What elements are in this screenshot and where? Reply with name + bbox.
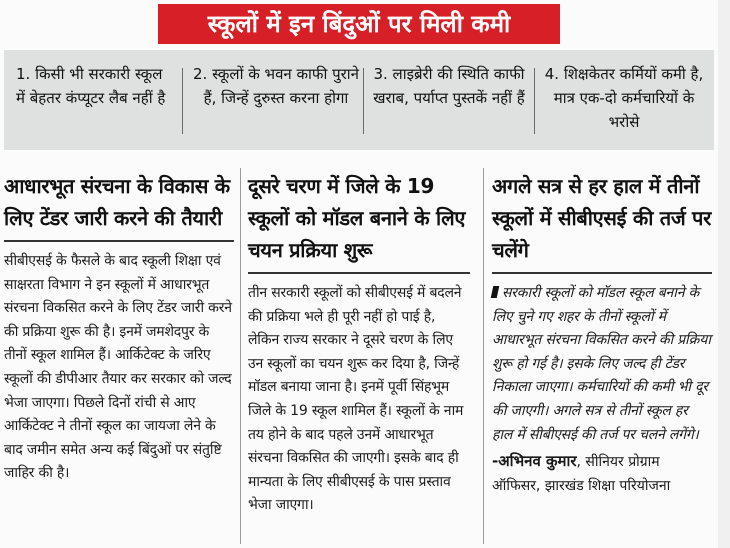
column-divider [483, 168, 484, 544]
quote-block [492, 282, 712, 447]
article-column-1 [4, 170, 234, 486]
issue-divider [534, 68, 535, 134]
issue-divider [182, 68, 183, 134]
quote-bullet-icon [491, 286, 500, 298]
quote-text: सरकारी स्कूलों को मॉडल स्कूल बनाने के लिए चुने गए शहर के तीनों स्कूलों में आधारभूत संरचना विकसित करने की प्रक्रिया शुरू हो गई है। इसके लिए जल्द ही टेंडर निकाला जाएगा। कर्मचारियों की कमी भी दूर की जाएगी। अगले सत्र से तीनों स्कूल हर हाल में सीबीएसई की तर्ज पर चलने लगेंगे। [492, 285, 711, 443]
issues-band [4, 50, 714, 150]
issue-divider [363, 68, 364, 134]
headline-rule [4, 240, 234, 242]
issue-3: 3. लाइब्रेरी की स्थिति काफी खराब, पर्याप्त पुस्तकें नहीं हैं [373, 65, 525, 107]
page-edge [718, 0, 730, 548]
article-2-body: तीन सरकारी स्कूलों को सीबीएसई में बदलने की प्रक्रिया भले ही पूरी नहीं हो पाई है, लेकिन राज्य सरकार ने दूसरे चरण के लिए उन स्कूलों का चयन शुरू कर दिया है, जिन्हें मॉडल बनाया जाना है। इनमें पूर्वी सिंहभूम जिले के 19 स्कूल शामिल हैं। स्कूलों के नाम तय होने के बाद पहले उनमें आधारभूत संरचना विकसित की जाएगी। इसके बाद ही मान्यता के लिए सीबीएसई के पास प्रस्ताव भेजा जाएगा। [248, 285, 464, 514]
quote-attribution [492, 449, 712, 498]
article-1-headline: आधारभूत संरचना के विकास के लिए टेंडर जारी करने की तैयारी [4, 174, 230, 230]
article-column-3 [492, 170, 712, 498]
article-3-headline: अगले सत्र से हर हाल में तीनों स्कूलों में सीबीएसई की तर्ज पर चलेंगे [492, 174, 711, 262]
issue-4: 4. शिक्षकेतर कर्मियों कमी है, मात्र एक-दो कर्मचारियों के भरोसे [544, 65, 704, 131]
issue-1: 1. किसी भी सरकारी स्कूल में बेहतर कंप्यूटर लैब नहीं है [16, 65, 166, 107]
column-divider [240, 168, 241, 544]
issue-2: 2. स्कूलों के भवन काफी पुराने हैं, जिन्हें दुरुस्त करना होगा [192, 65, 359, 107]
author-designation: , सीनियर प्रोग्राम ऑफिसर, झारखंड शिक्षा परियोजना [492, 454, 671, 495]
article-column-2 [248, 170, 470, 518]
author-name: -अभिनव कुमार [492, 452, 577, 471]
section-banner: स्कूलों में इन बिंदुओं पर मिली कमी [158, 4, 560, 44]
headline-rule [248, 272, 470, 274]
headline-rule [492, 272, 712, 274]
article-1-body: सीबीएसई के फैसले के बाद स्कूली शिक्षा एवं साक्षरता विभाग ने इन स्कूलों में आधारभूत संरचना विकसित करने के लिए टेंडर जारी करने की प्रक्रिया शुरू की है। इनमें जमशेदपुर के तीनों स्कूल शामिल हैं। आर्किटेक्ट के जरिए स्कूलों की डीपीआर तैयार कर सरकार को जल्द भेजा जाएगा। पिछले दिनों रांची से आए आर्किटेक्ट ने तीनों स्कूल का जायजा लेने के बाद जमीन समेत अन्य कई बिंदुओं पर संतुष्टि जाहिर की है। [4, 253, 232, 482]
article-2-headline: दूसरे चरण में जिले के 19 स्कूलों को मॉडल बनाने के लिए चयन प्रक्रिया शुरू [248, 174, 466, 262]
